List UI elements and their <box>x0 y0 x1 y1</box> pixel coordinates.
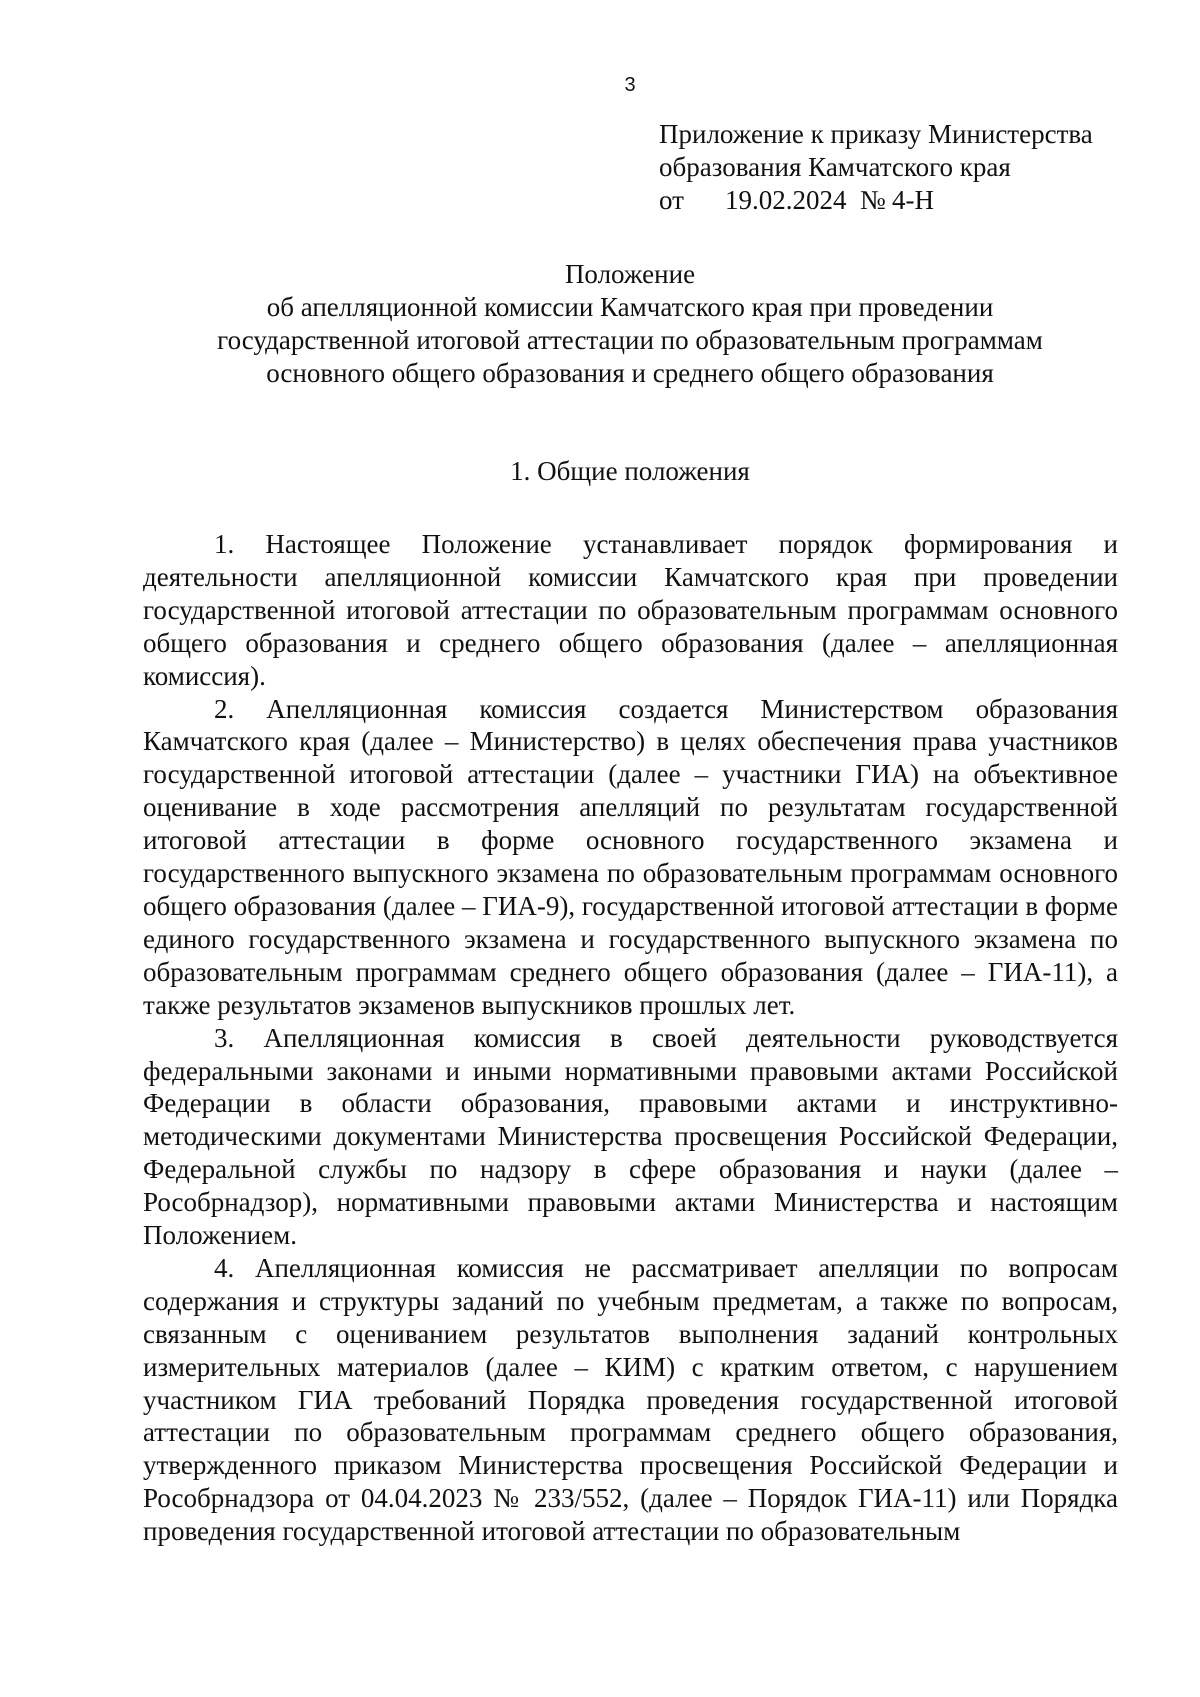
paragraph-4: 4. Апелляционная комиссия не рассматривает апелляции по вопросам содержания и структуры заданий по учебным предметам, а также по вопросам, связанным с оцениванием результатов выполнения заданий контрольных измерительных материалов (далее – КИМ) с кратким ответом, с нарушением участником ГИА требований Порядка проведения государственной итоговой аттестации по образовательным программам среднего общего образования, утвержденного приказом Министерства просвещения Российской Федерации и Рособрнадзора от 04.04.2023 № 233/552, (далее – Порядок ГИА-11) или Порядка проведения государственной итоговой аттестации по образовательным <box>143 1252 1118 1547</box>
paragraph-3: 3. Апелляционная комиссия в своей деятельности руководствуется федеральными законами и иными нормативными правовыми актами Российской Федерации в области образования, правовыми актами и инструктивно-методическими документами Министерства просвещения Российской Федерации, Федеральной службы по надзору в сфере образования и науки (далее – Рособрнадзор), нормативными правовыми актами Министерства и настоящим Положением. <box>143 1022 1118 1251</box>
paragraph-2: 2. Апелляционная комиссия создается Министерством образования Камчатского края (далее – Министерство) в целях обеспечения права участников государственной итоговой аттестации (далее – участники ГИА) на объективное оценивание в ходе рассмотрения апелляций по результатам государственной итоговой аттестации в форме основного государственного экзамена и государственного выпускного экзамена по образовательным программам основного общего образования (далее – ГИА-9), государственной итоговой аттестации в форме единого государственного экзамена и государственного выпускного экзамена по образовательным программам среднего общего образования (далее – ГИА-11), а также результатов экзаменов выпускников прошлых лет. <box>143 693 1118 1020</box>
appendix-number: 4-Н <box>892 185 934 215</box>
appendix-ot-label: от <box>659 185 684 215</box>
appendix-date-line <box>659 184 1093 217</box>
appendix-number-label: № <box>860 185 886 215</box>
section-heading: 1. Общие положения <box>510 456 750 486</box>
body-text <box>143 528 1118 1548</box>
title-line-3: государственной итоговой аттестации по образовательным программам <box>217 325 1043 355</box>
appendix-date: 19.02.2024 <box>725 185 847 215</box>
appendix-line-2: образования Камчатского края <box>659 152 1011 182</box>
title-line-4: основного общего образования и среднего общего образования <box>266 358 994 388</box>
appendix-header <box>659 118 1093 217</box>
document-title <box>0 258 1200 390</box>
paragraph-1: 1. Настоящее Положение устанавливает порядок формирования и деятельности апелляционной комиссии Камчатского края при проведении государственной итоговой аттестации по образовательным программам основного общего образования и среднего общего образования (далее – апелляционная комиссия). <box>143 529 1118 691</box>
page-number: 3 <box>624 74 636 96</box>
appendix-line-1: Приложение к приказу Министерства <box>659 119 1093 149</box>
title-line-1: Положение <box>564 259 696 289</box>
title-line-2: об апелляционной комиссии Камчатского края при проведении <box>266 292 994 322</box>
